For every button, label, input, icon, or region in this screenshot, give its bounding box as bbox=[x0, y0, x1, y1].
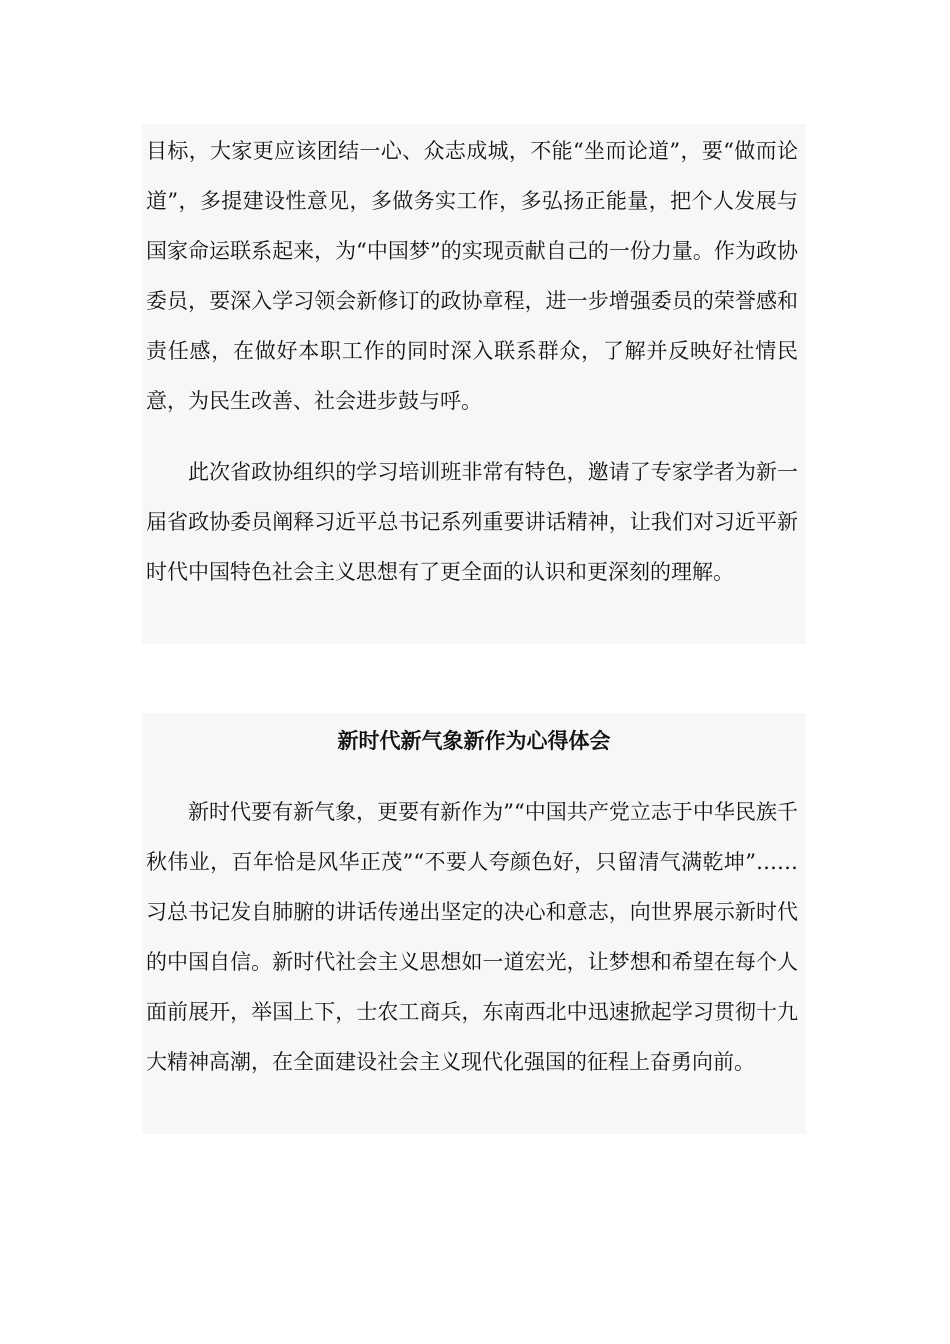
paragraph-training-class: 此次省政协组织的学习培训班非常有特色，邀请了专家学者为新一届省政协委员阐释习近平总书记系列重要讲话精神，让我们对习近平新时代中国特色社会主义思想有了更全面的认识和更深刻的理解。 bbox=[146, 460, 798, 584]
article-section bbox=[142, 713, 806, 1134]
article-title: 新时代新气象新作为心得体会 bbox=[337, 728, 611, 753]
paragraph-continued: 目标，大家更应该团结一心、众志成城，不能“坐而论道”，要“做而论道”，多提建设性意见，多做务实工作，多弘扬正能量，把个人发展与国家命运联系起来，为“中国梦”的实现贡献自己的一份力量。作为政协委员，要深入学习领会新修订的政协章程，进一步增强委员的荣誉感和责任感，在做好本职工作的同时深入联系群众，了解并反映好社情民意，为民生改善、社会进步鼓与呼。 bbox=[146, 139, 798, 413]
article-paragraph: 新时代要有新气象，更要有新作为”“中国共产党立志于中华民族千秋伟业，百年恰是风华正茂”“不要人夸颜色好，只留清气满乾坤”……习总书记发自肺腑的讲话传递出坚定的决心和意志，向世界展示新时代的中国自信。新时代社会主义思想如一道宏光，让梦想和希望在每个人面前展开，举国上下，士农工商兵，东南西北中迅速掀起学习贯彻十九大精神高潮，在全面建设社会主义现代化强国的征程上奋勇向前。 bbox=[146, 800, 798, 1074]
text-section-continued bbox=[142, 124, 806, 644]
